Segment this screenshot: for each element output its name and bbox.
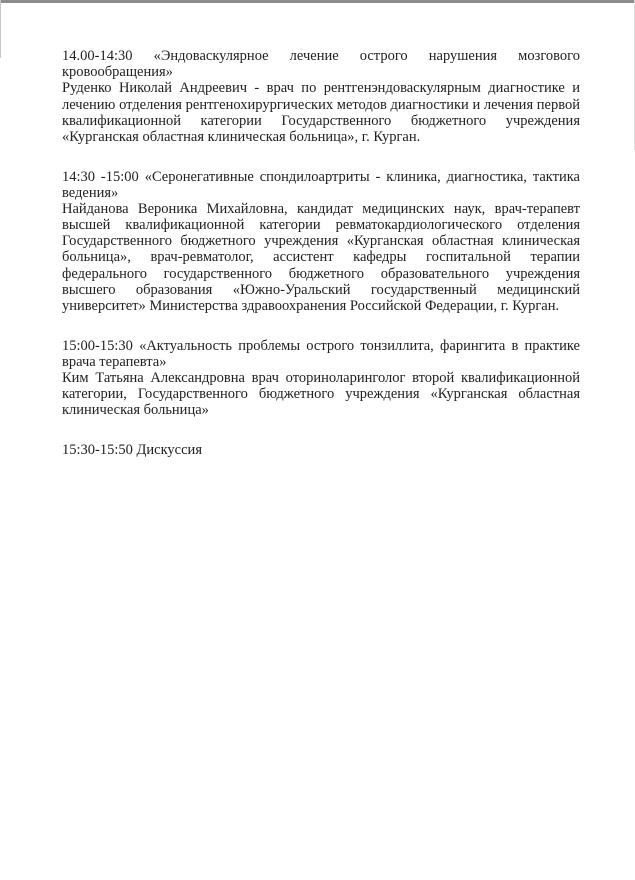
text-line: высшей квалификационной категории ревматокардиологического отделения [62,217,580,234]
session-block [62,48,580,145]
text-line: Государственного бюджетного учреждения «Курганская областная клиническая [62,233,580,250]
page-top-edge [0,0,635,3]
text-line: больница», врач-ревматолог, ассистент кафедры госпитальной терапии [62,249,580,266]
text-line: Руденко Николай Андреевич - врач по рентгенэндоваскулярным диагностике и [62,80,580,97]
text-line: клиническая больница» [62,402,209,419]
text-line: высшего образования «Южно-Уральский государственный медицинский [62,281,580,298]
session-speaker-paragraph [62,201,580,314]
text-line: категории, Государственного бюджетного учреждения «Курганская областная [62,386,580,403]
session-title-paragraph [62,48,580,80]
text-line: кровообращения» [62,64,173,81]
session-title-paragraph [62,442,580,458]
page-left-edge [0,0,1,58]
text-line: Ким Татьяна Александровна врач оториноларинголог второй квалификационной [62,369,580,386]
text-line: врача терапевта» [62,353,167,370]
text-line: 14.00-14:30 «Эндоваскулярное лечение острого нарушения мозгового [62,48,580,64]
text-line: федерального государственного бюджетного образовательного учреждения [62,265,580,282]
text-line: 15:00-15:30 «Актуальность проблемы острого тонзиллита, фарингита в практике [62,337,580,354]
session-speaker-paragraph [62,370,580,419]
text-line: 14:30 -15:00 «Серонегативные спондилоартриты - клиника, диагностика, тактика [62,168,580,185]
text-line: 15:30-15:50 Дискуссия [62,441,202,458]
text-line: квалификационной категории Государственного бюджетного учреждения [62,112,580,129]
session-block [62,442,580,458]
session-speaker-paragraph [62,80,580,145]
text-line: Найданова Вероника Михайловна, кандидат медицинских наук, врач-терапевт [62,200,580,217]
session-title-paragraph [62,169,580,201]
session-block [62,169,580,315]
session-block [62,338,580,419]
text-line: лечению отделения рентгенохирургических методов диагностики и лечения первой [62,96,580,113]
text-line: университет» Министерства здравоохранения Российской Федерации, г. Курган. [62,298,560,315]
text-line: «Курганская областная клиническая больница», г. Курган. [62,128,421,145]
text-line: ведения» [62,184,119,201]
session-title-paragraph [62,338,580,370]
conference-schedule [62,48,580,482]
